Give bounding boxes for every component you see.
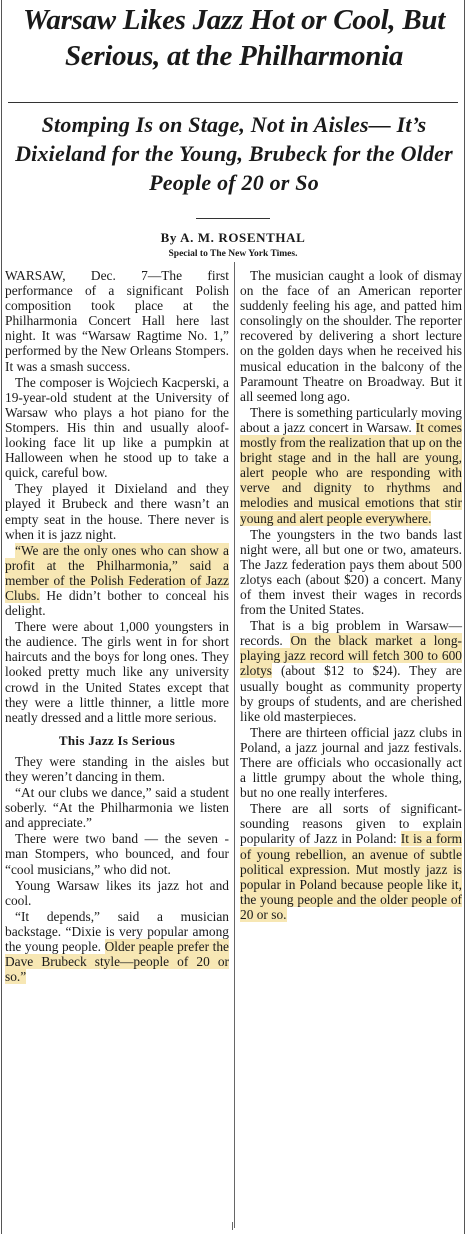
- article-column-right: [240, 268, 462, 923]
- paragraph: There are thirteen official jazz clubs in Poland, a jazz journal and jazz festivals. There are officials who occasionally act a little grumpy about the whole thing, but no one really interferes.: [240, 724, 462, 801]
- paragraph: There were two band — the seven - man Stompers, who bounced, and four “cool musicians,” who did not.: [5, 831, 229, 877]
- headline: Warsaw Likes Jazz Hot or Cool, But Serious, at the Philharmonia: [23, 4, 445, 72]
- paragraph-text: There are all sorts of significant-sounding reasons given to explain popularity of Jazz in Poland:: [240, 801, 462, 847]
- paragraph: WARSAW, Dec. 7—The first performance of a significant Polish composition took place at the Philharmonia Concert Hall here last night. It was “Warsaw Ragtime No. 1,” performed by the New Orleans Stompers. It was a smash success.: [5, 268, 229, 374]
- paragraph: The musician caught a look of dismay on the face of an American reporter suddenly feeling his age, and patted him consolingly on the shoulder. The reporter recovered by delivering a short lecture on the golden days when he received his musical education in the balcony of the Paramount Theatre on Broadway. But it all seemed long ago.: [240, 268, 462, 404]
- headline-divider: [8, 102, 458, 103]
- article-column-left: [5, 268, 229, 985]
- paragraph: [5, 909, 229, 984]
- paragraph: [240, 618, 462, 724]
- paragraph: The youngsters in the two bands last night were, all but one or two, amateurs. The Jazz federation pays them about 500 zlotys each (about $20) a concert. Many of them invest their wages in records from the United States.: [240, 526, 462, 618]
- paragraph: [240, 405, 462, 526]
- paragraph: They were standing in the aisles but they weren’t dancing in them.: [5, 753, 229, 784]
- paragraph: Young Warsaw likes its jazz hot and cool.: [5, 877, 229, 908]
- paragraph: The composer is Wojciech Kacperski, a 19-year-old student at the University of Warsaw who plays a hot piano for the Stompers. His thin and usually aloof-looking face lit up like a pumpkin at Halloween when he stood up to take a quick, careful bow.: [5, 374, 229, 481]
- paragraph: There were about 1,000 youngsters in the audience. The girls went in for short haircuts and the boys for long ones. They looked pretty much like any university crowd in the United States except that they were a little thinner, a little more neatly dressed and a little more serious.: [5, 619, 229, 725]
- paragraph: [240, 801, 462, 922]
- paragraph-text: (about $12 to $24). They are usually bought as community property by groups of students, and are cherished like old masterpieces.: [240, 663, 462, 724]
- paragraph-text: There is something particularly moving about a jazz concert in Warsaw.: [240, 404, 462, 435]
- highlighted-text: On the black market a long-playing jazz record will fetch 300 to 600 zlotys: [240, 633, 462, 679]
- paragraph: They played it Dixieland and they played it Brubeck and there wasn’t an empty seat in the house. There never is when it is jazz night.: [5, 481, 229, 542]
- bottom-column-tick: [232, 1222, 233, 1230]
- subheadline: Stomping Is on Stage, Not in Aisles— It’s Dixieland for the Young, Brubeck for the Older People of 20 or So: [15, 112, 453, 195]
- highlighted-text: It comes mostly from the realization that up on the bright stage and in the hall are young, alert people who are responding with verve and dignity to rhythms and melodies and musical emotions that stir young and alert people everywhere.: [240, 419, 463, 526]
- section-subheading: This Jazz Is Serious: [58, 732, 176, 748]
- left-border-rule: [1, 0, 2, 1234]
- paragraph-text: He didn’t bother to conceal his delight.: [5, 587, 229, 619]
- highlighted-text: “We are the only ones who can show a profit at the Philharmonia,” said a member of the Polish Federation of Jazz Clubs.: [5, 542, 229, 603]
- highlighted-text: It is a form of young rebellion, an avenue of subtle political expression. Mut mostly jazz is popular in Poland because people like it, the young people and the older people of 20 or so.: [240, 831, 462, 922]
- column-divider: [234, 262, 235, 1228]
- byline-divider: [196, 218, 270, 219]
- byline: By A. M. ROSENTHAL: [160, 230, 306, 245]
- highlighted-text: Older peaple prefer the Dave Brubeck style—people of 20 or so.”: [5, 939, 229, 985]
- dateline-credit: Special to The New York Times.: [168, 249, 298, 259]
- right-border-rule: [464, 0, 465, 1234]
- paragraph: [5, 543, 229, 618]
- paragraph: “At our clubs we dance,” said a student soberly. “At the Philharmonia we listen and appreciate.”: [5, 785, 229, 831]
- paragraph-text: That is a big problem in Warsaw—records.: [240, 618, 462, 649]
- paragraph-text: “It depends,” said a musician backstage. “Dixie is very popular among the young people.: [5, 908, 229, 955]
